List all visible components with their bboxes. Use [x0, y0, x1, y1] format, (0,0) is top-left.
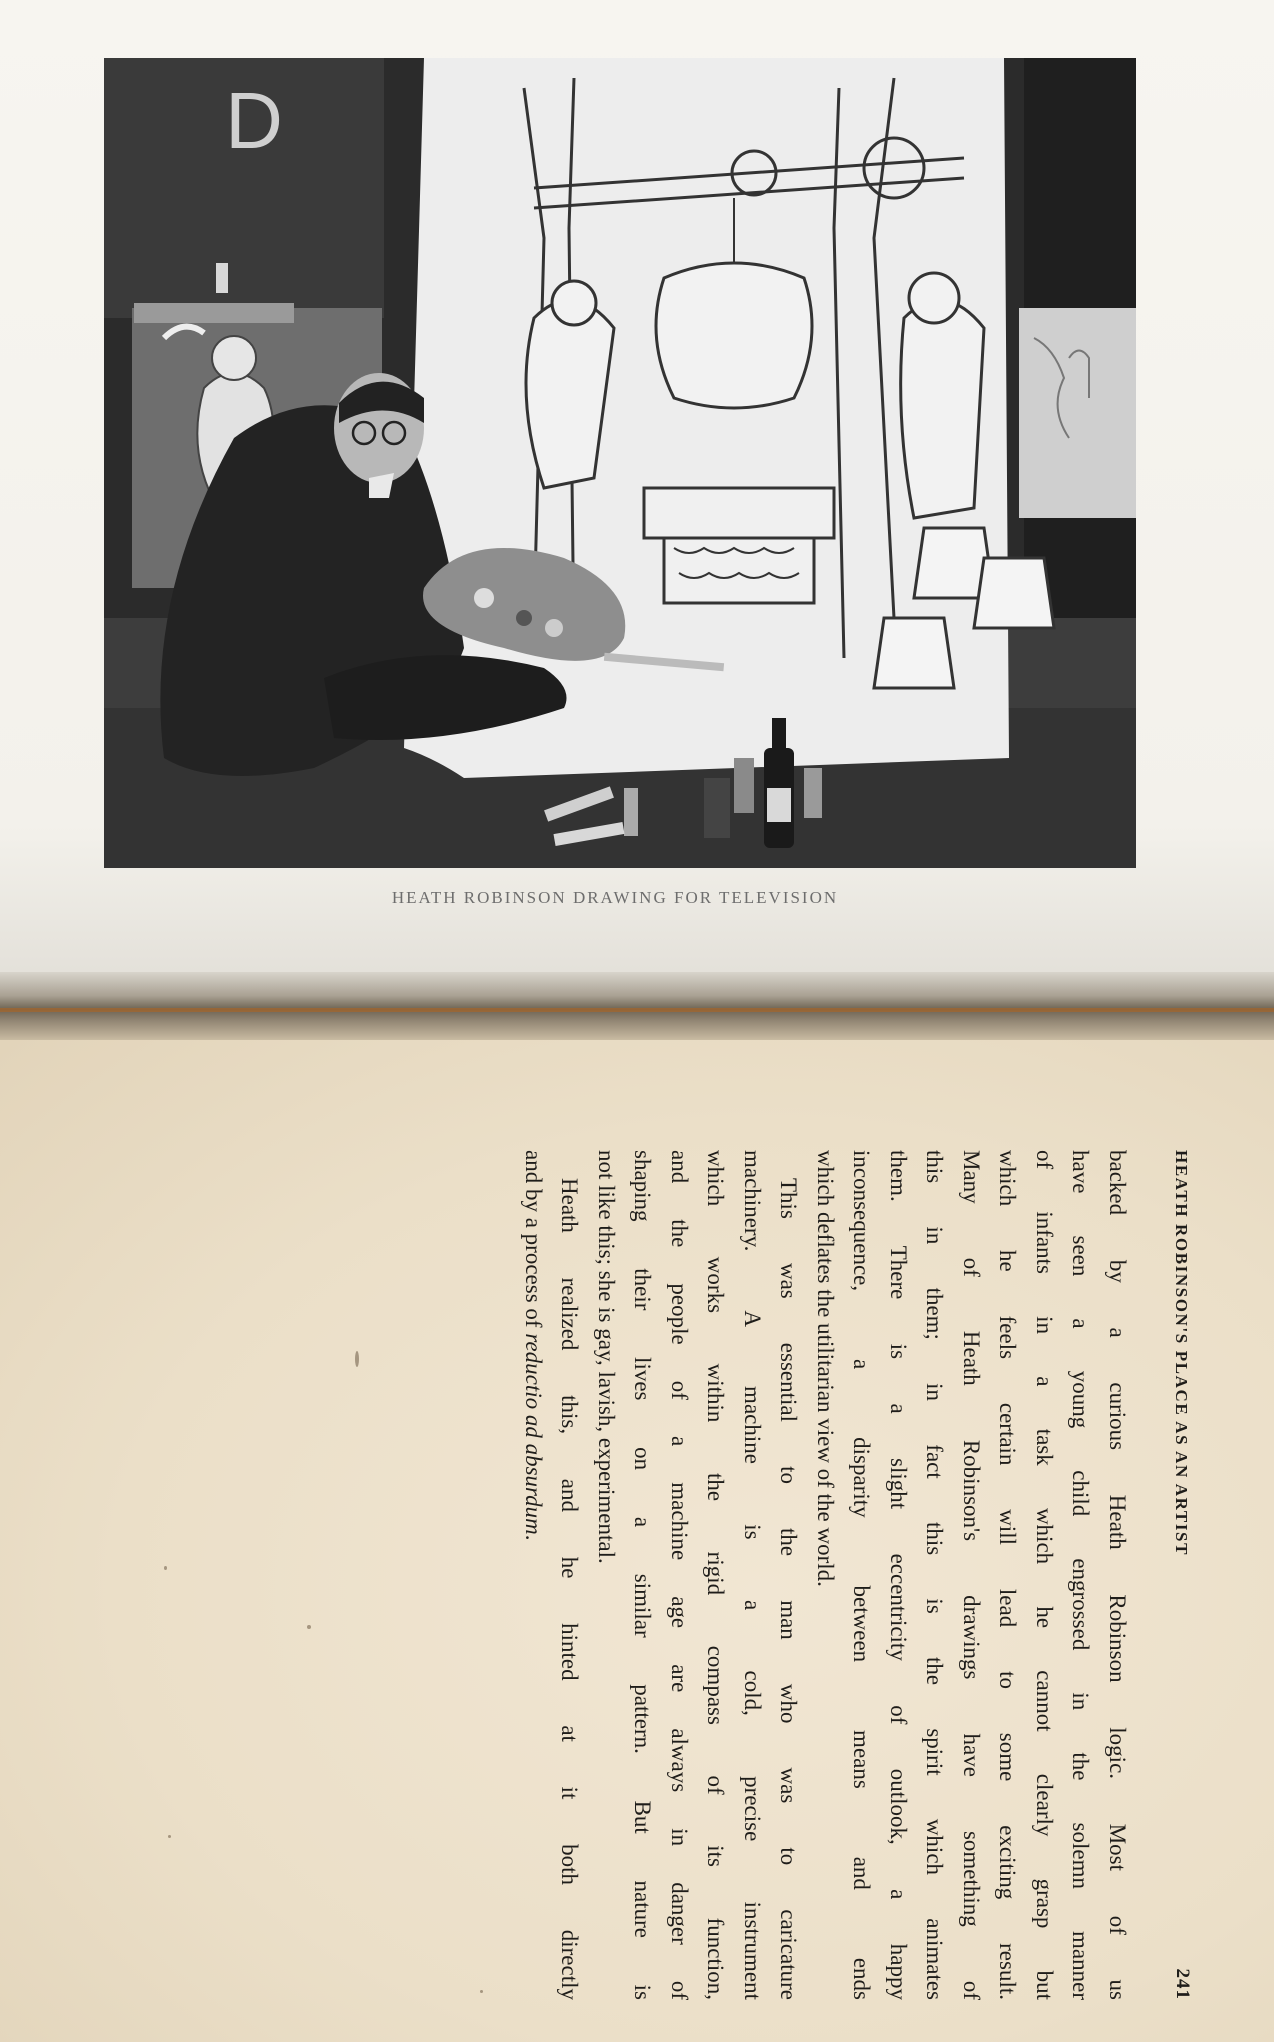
text-line: have seen a young child engrossed in the solemn manner	[1068, 1150, 1094, 2000]
running-head	[1165, 1150, 1195, 2000]
text-line: Many of Heath Robinson's drawings have something of	[959, 1150, 984, 2000]
photograph	[104, 58, 1136, 868]
text-line: This was essential to the man who was to caricature	[776, 1178, 802, 2000]
photo-illustration	[104, 58, 1136, 868]
plate-page	[0, 0, 1274, 972]
running-head-title: HEATH ROBINSON'S PLACE AS AN ARTIST	[1172, 1150, 1191, 1557]
text-line-final	[515, 1150, 552, 2000]
paragraph-2	[588, 1150, 807, 2000]
text-line: of infants in a task which he cannot clearly grasp but	[1032, 1150, 1057, 2000]
text-line: Heath realized this, and he hinted at it both directly	[557, 1178, 583, 2000]
text-line: inconsequence, a disparity between means and ends	[849, 1150, 875, 2000]
text-line: not like this; she is gay, lavish, experimental.	[594, 1150, 619, 1564]
text-line: backed by a curious Heath Robinson logic. Most of us	[1105, 1150, 1130, 2000]
text-line: this in them; in fact this is the spirit which animates	[922, 1150, 948, 2000]
photo-caption: HEATH ROBINSON DRAWING FOR TELEVISION	[391, 888, 839, 907]
body-text	[515, 1150, 1136, 2000]
paragraph-1	[807, 1150, 1136, 2000]
text-fragment: .	[521, 1534, 546, 1541]
binding-thread	[0, 1008, 1274, 1012]
text-fragment: and by a process of	[521, 1150, 546, 1334]
text-line: shaping their lives on a similar pattern. But nature is	[630, 1150, 656, 2000]
text-line: and the people of a machine age are always in danger of	[667, 1150, 692, 2000]
text-line: which he feels certain will lead to some exciting result.	[995, 1150, 1021, 2000]
book-gutter	[0, 972, 1274, 1040]
text-line: which works within the rigid compass of its function,	[703, 1150, 729, 2000]
wall-letter: D	[225, 76, 283, 165]
text-line: machinery. A machine is a cold, precise instrument	[740, 1150, 765, 2000]
paragraph-3	[515, 1150, 588, 2000]
text-line: them. There is a slight eccentricity of outlook, a happy	[886, 1150, 911, 2000]
latin-phrase: reductio ad absurdum	[521, 1333, 546, 1535]
rotated-text-block	[521, 1150, 1195, 2000]
page-number: 241	[1172, 1968, 1193, 2000]
text-line: which deflates the utilitarian view of the world.	[813, 1150, 838, 1587]
